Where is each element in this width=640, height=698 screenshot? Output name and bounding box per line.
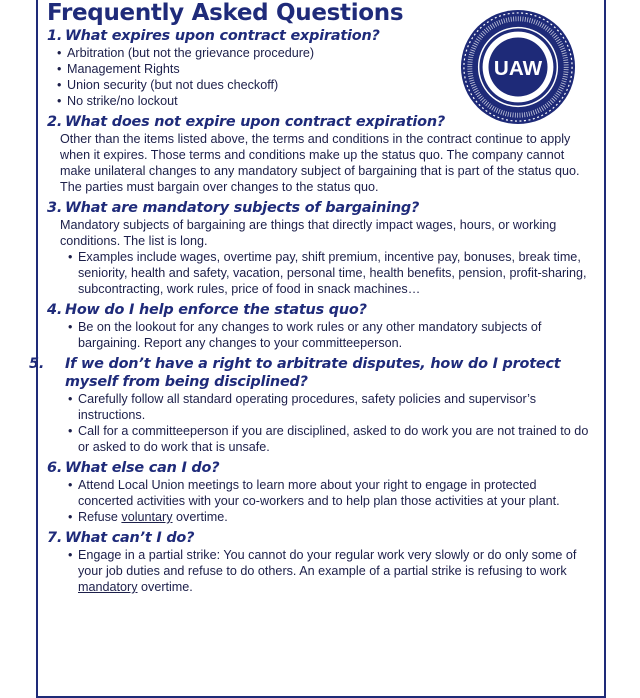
underlined-word: voluntary [121, 510, 173, 524]
question-4: 4. How do I help enforce the status quo? [47, 302, 367, 318]
question-3: 3. What are mandatory subjects of bargaining? [47, 200, 420, 216]
underlined-word: mandatory [78, 580, 138, 594]
faq-item-4 [47, 301, 595, 351]
faq-item-2 [47, 113, 595, 195]
question-7: 7. What can’t I do? [47, 530, 195, 546]
question-5: 5. If we don’t have a right to arbitrate disputes, how do I protect myself from being disciplined? [29, 356, 561, 390]
list-item: • No strike/no lockout [67, 93, 595, 109]
page-title: Frequently Asked Questions [47, 0, 404, 26]
faq-item-3 [47, 199, 595, 297]
list-item: • Management Rights [67, 61, 595, 77]
list-item: • Refuse voluntary overtime. [78, 509, 595, 525]
list-item: • Union security (but not dues checkoff) [67, 77, 595, 93]
question-6: 6. What else can I do? [47, 460, 220, 476]
list-item: • Be on the lookout for any changes to work rules or any other mandatory subjects of bargaining. Report any changes to your committeeperson. [78, 319, 595, 351]
answer-paragraph: Mandatory subjects of bargaining are things that directly impact wages, hours, or working conditions. The list is long. [60, 218, 557, 248]
list-item: • Carefully follow all standard operating procedures, safety policies and supervisor’s instructions. [78, 391, 595, 423]
list-item: • Examples include wages, overtime pay, shift premium, incentive pay, bonuses, break time, seniority, health and safety, vacation, personal time, health benefits, pension, profit-sharing, subcontracting, work rules, price of food in snack machines… [78, 249, 595, 297]
list-item: • Arbitration (but not the grievance procedure) [67, 45, 595, 61]
faq-item-1 [47, 27, 595, 109]
list-item: • Attend Local Union meetings to learn more about your right to engage in protected concerted activities with your co-workers and to help plan those activities at your plant. [78, 477, 595, 509]
question-2: 2. What does not expire upon contract expiration? [47, 114, 446, 130]
faq-content [29, 27, 595, 595]
list-item: • Engage in a partial strike: You cannot do your regular work very slowly or do only some of your job duties and refuse to do others. An example of a partial strike is refusing to work mandatory overtime. [78, 547, 595, 595]
faq-item-5 [29, 355, 595, 455]
question-1: 1. What expires upon contract expiration? [47, 28, 380, 44]
answer-paragraph: Other than the items listed above, the terms and conditions in the contract continue to apply when it expires. Those terms and conditions make up the status quo. The company cannot make unilateral changes to any mandatory subject of bargaining that is part of the status quo. The parties must bargain over changes to the status quo. [60, 132, 580, 194]
faq-item-6 [47, 459, 595, 525]
faq-item-7 [47, 529, 595, 595]
list-item: • Call for a committeeperson if you are disciplined, asked to do work you are not trained to do or asked to do work that is unsafe. [78, 423, 595, 455]
logo-text: UAW [493, 56, 543, 80]
